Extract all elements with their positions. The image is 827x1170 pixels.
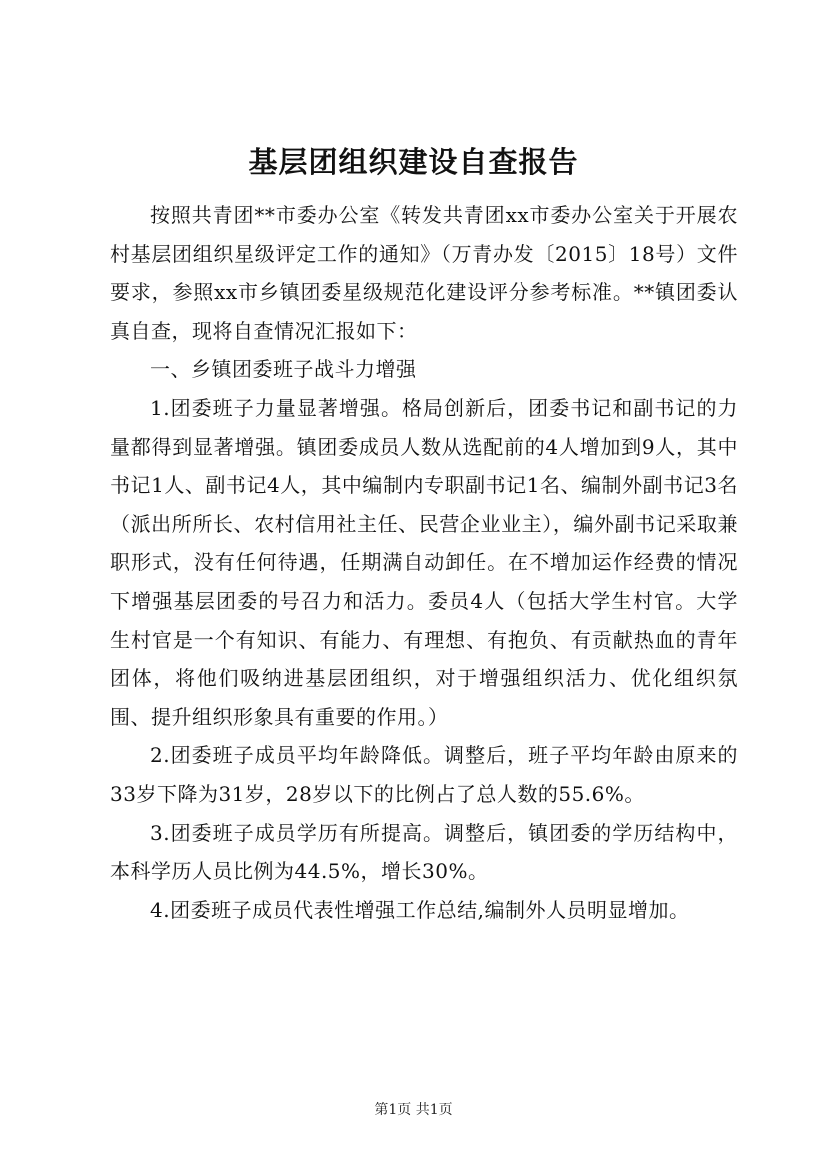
intro-paragraph: 按照共青团**市委办公室《转发共青团xx市委办公室关于开展农村基层团组织星级评定工作的通知》（万青办发〔2015〕18号）文件要求，参照xx市乡镇团委星级规范化建设评分参考标准。**镇团委认真自查，现将自查情况汇报如下： [110,203,738,343]
section-heading: 一、乡镇团委班子战斗力增强 [150,357,417,382]
document-body [110,196,738,929]
document-title: 基层团组织建设自查报告 [248,145,579,179]
item-paragraph-2: 2.团委班子成员平均年龄降低。调整后，班子平均年龄由原来的33岁下降为31岁，28岁以下的比例占了总人数的55.6%。 [110,743,738,806]
item-paragraph-3: 3.团委班子成员学历有所提高。调整后，镇团委的学历结构中，本科学历人员比例为44.5%，增长30%。 [110,820,738,884]
page-footer: 第1页 共1页 [374,1102,453,1118]
item-paragraph-4: 4.团委班子成员代表性增强工作总结,编制外人员明显增加。 [150,897,690,922]
item-paragraph-1: 1.团委班子力量显著增强。格局创新后，团委书记和副书记的力量都得到显著增强。镇团委成员人数从选配前的4人增加到9人，其中书记1人、副书记4人，其中编制内专职副书记1名、编制外副书记3名（派出所所长、农村信用社主任、民营企业业主），编外副书记采取兼职形式，没有任何待遇，任期满自动卸任。在不增加运作经费的情况下增强基层团委的号召力和活力。委员4人（包括大学生村官。大学生村官是一个有知识、有能力、有理想、有抱负、有贡献热血的青年团体，将他们吸纳进基层团组织，对于增强组织活力、优化组织氛围、提升组织形象具有重要的作用。） [110,395,738,729]
